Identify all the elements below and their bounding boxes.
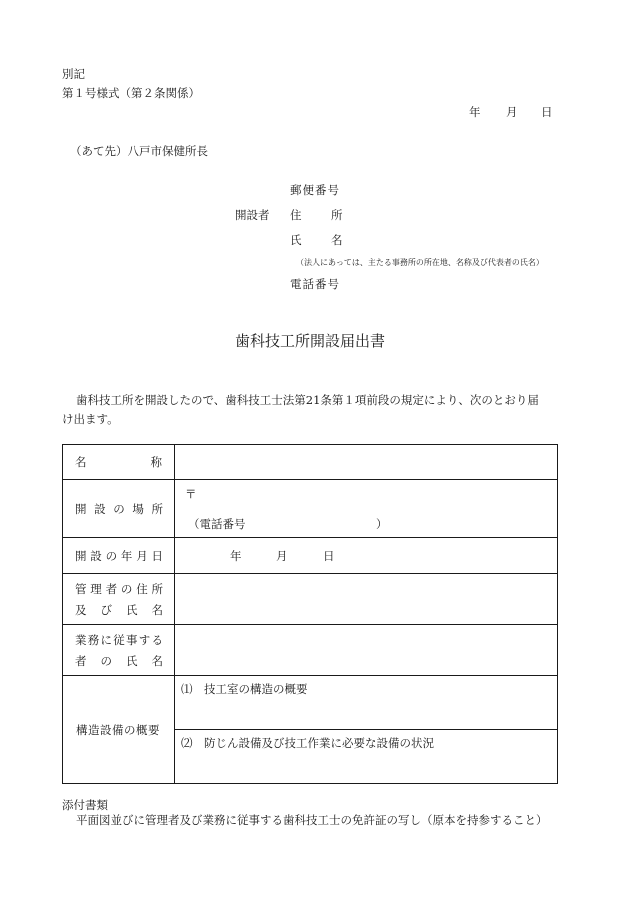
address-label-2: 所 <box>331 208 343 222</box>
manager-label-char: 及 <box>75 602 87 617</box>
manager-label-char: の <box>120 581 133 596</box>
staff-label-char: る <box>151 632 163 647</box>
manager-label-char: 者 <box>105 581 118 596</box>
row-date <box>63 538 558 574</box>
date-label-cell <box>63 538 175 574</box>
date-label-char: 開 <box>75 548 87 563</box>
location-label-char: 設 <box>94 501 106 516</box>
location-label-cell <box>63 480 175 538</box>
manager-label-char: 名 <box>151 602 163 617</box>
manager-label-cell <box>63 574 175 625</box>
staff-label-char: 務 <box>87 632 100 647</box>
name-label-char: 称 <box>150 455 162 469</box>
location-input-cell[interactable] <box>175 480 558 538</box>
facility-equipment-cell[interactable] <box>175 730 558 784</box>
document-title: 歯科技工所開設届出書 <box>235 332 386 350</box>
phone-label: 電話番号 <box>290 277 340 291</box>
manager-label-char: び <box>100 602 112 617</box>
staff-label-char: 従 <box>113 632 125 647</box>
date-input-cell[interactable] <box>175 538 558 574</box>
name-label-cell <box>63 445 175 480</box>
staff-label-char: 者 <box>75 653 87 668</box>
location-phone-close: ） <box>376 517 388 531</box>
table-date-day: 日 <box>323 549 335 563</box>
date-year-label: 年 <box>469 105 481 119</box>
location-label-char: 開 <box>75 501 87 516</box>
row-location <box>63 480 558 538</box>
date-day-label: 日 <box>541 105 553 119</box>
manager-label-char: 理 <box>90 581 102 596</box>
row-staff <box>63 625 558 676</box>
date-label-char: 日 <box>151 548 163 563</box>
facility-label-cell <box>63 676 175 784</box>
date-label-char: 年 <box>120 548 133 563</box>
date-label-char: 月 <box>136 548 148 563</box>
facility-label: 構造設備の概要 <box>76 722 160 737</box>
date-month-label: 月 <box>506 105 518 119</box>
attachment-label: 別記 <box>62 67 85 81</box>
table-date-year: 年 <box>230 549 242 563</box>
manager-label-char: 住 <box>136 581 148 596</box>
manager-label-char: 管 <box>75 581 87 596</box>
staff-label-char: に <box>100 632 112 647</box>
staff-label-char: す <box>138 632 151 647</box>
row-manager <box>63 574 558 625</box>
corporation-note: （法人にあっては、主たる事務所の所在地、名称及び代表者の氏名） <box>296 258 544 267</box>
date-label-char: 設 <box>90 548 102 563</box>
facility-item-1: ⑴ 技工室の構造の概要 <box>181 682 308 696</box>
date-label-char: の <box>105 548 118 563</box>
facility-item-2: ⑵ 防じん設備及び技工作業に必要な設備の状況 <box>181 736 434 750</box>
staff-label-char: 業 <box>75 632 87 647</box>
body-text-line-2: け出ます。 <box>62 412 119 426</box>
manager-input-cell[interactable] <box>175 574 558 625</box>
body-text-line-1: 歯科技工所を開設したので、歯科技工士法第21条第１項前段の規定により、次のとおり届 <box>76 393 539 407</box>
location-label-char: の <box>113 501 125 516</box>
address-label-1: 住 <box>290 208 302 222</box>
name-label-char: 名 <box>75 455 87 469</box>
table-date-month: 月 <box>276 549 288 563</box>
row-facility-1 <box>63 676 558 730</box>
staff-input-cell[interactable] <box>175 625 558 676</box>
attachments-heading: 添付書類 <box>62 798 108 812</box>
manager-label-char: 所 <box>151 581 163 596</box>
staff-label-char: の <box>100 653 112 668</box>
postal-mark: 〒 <box>185 487 197 501</box>
location-label-char: 所 <box>151 501 163 516</box>
attachments-item: 平面図並びに管理者及び業務に従事する歯科技工士の免許証の写し（原本を持参すること） <box>76 813 548 827</box>
name-input-cell[interactable] <box>175 445 558 480</box>
staff-label-cell <box>63 625 175 676</box>
name-label-1: 氏 <box>290 233 302 247</box>
staff-label-char: 事 <box>126 632 138 647</box>
staff-label-char: 氏 <box>126 653 138 668</box>
name-label-2: 名 <box>331 233 343 247</box>
manager-label-char: 氏 <box>126 602 138 617</box>
location-label-char: 場 <box>132 501 144 516</box>
location-phone-open: （電話番号 <box>188 517 246 531</box>
postal-code-label: 郵便番号 <box>290 183 340 197</box>
row-name <box>63 445 558 480</box>
form-number: 第１号様式（第２条関係） <box>62 86 200 100</box>
applicant-role: 開設者 <box>235 208 270 222</box>
facility-structure-cell[interactable] <box>175 676 558 730</box>
application-form-table <box>62 444 558 784</box>
addressee: （あて先）八戸市保健所長 <box>70 144 208 158</box>
staff-label-char: 名 <box>151 653 163 668</box>
